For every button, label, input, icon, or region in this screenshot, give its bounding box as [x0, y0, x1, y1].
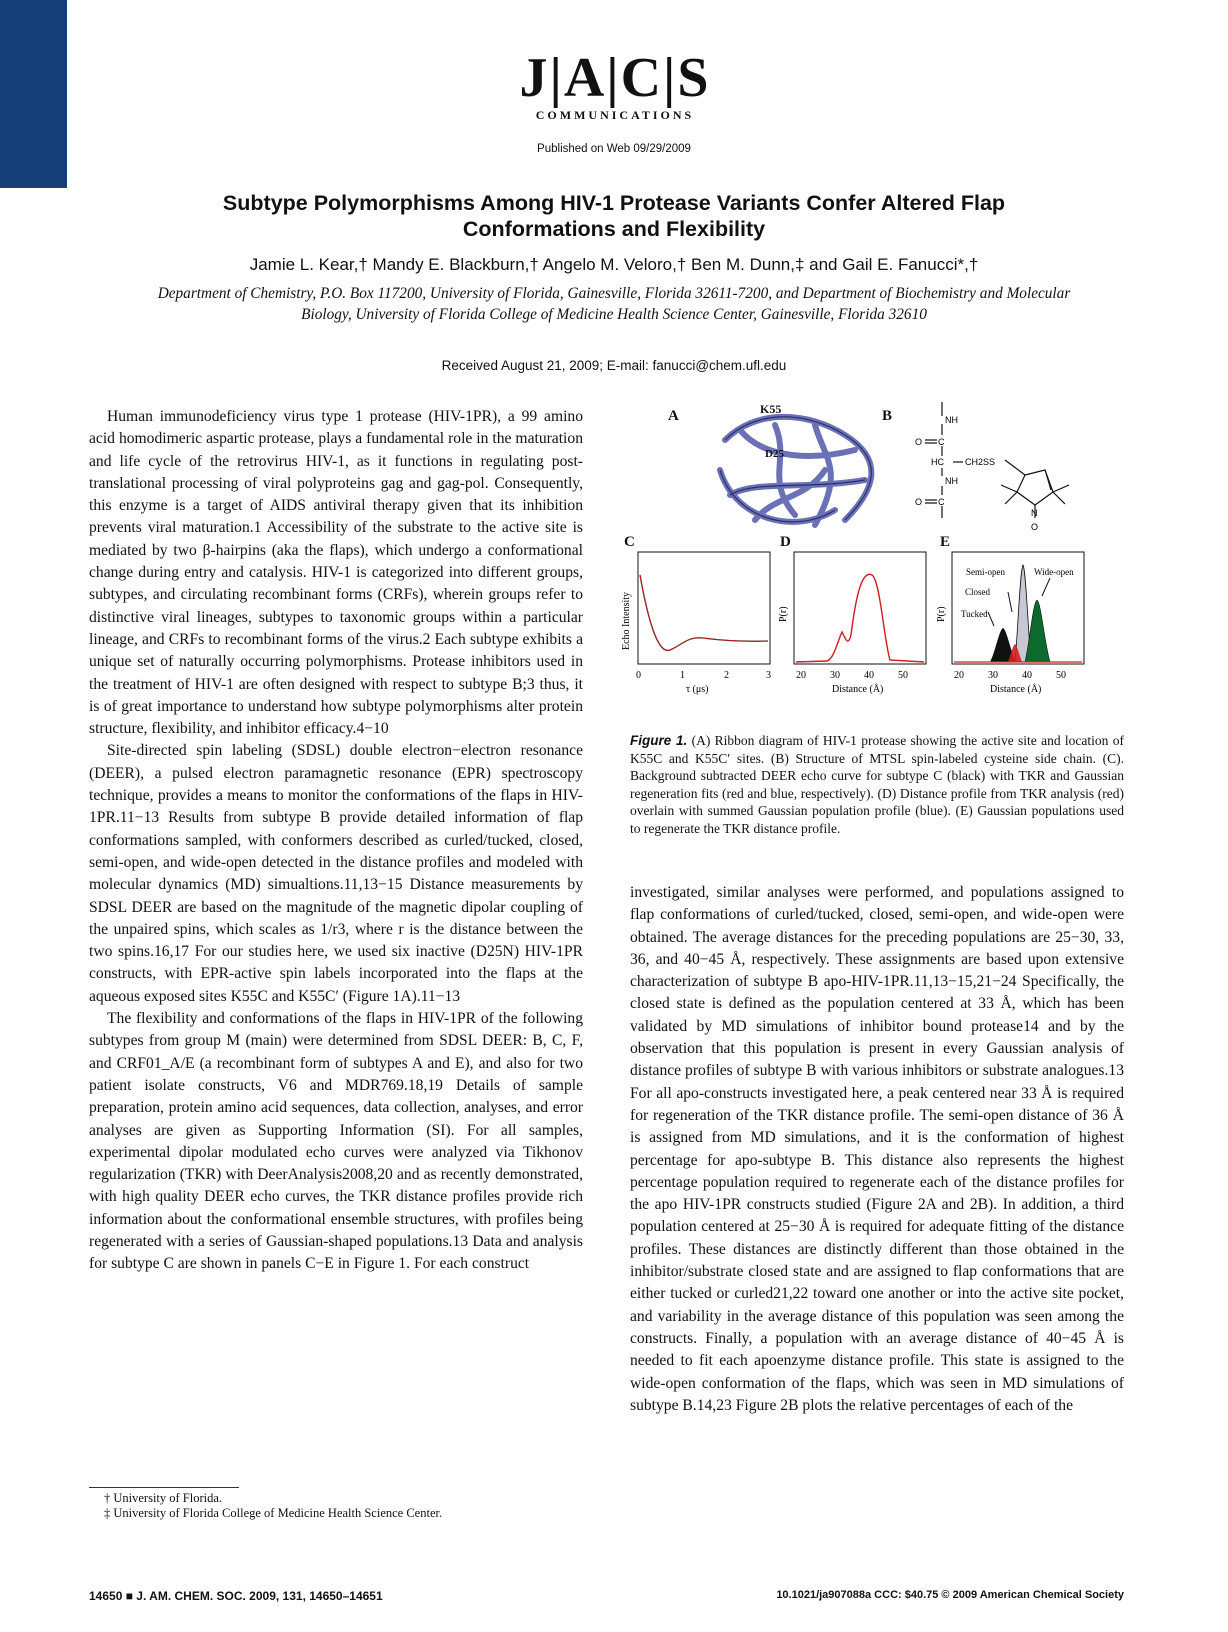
e-tick-40: 40 [1022, 670, 1032, 681]
tucked-label: Tucked [961, 609, 988, 619]
panel-b-label: B [882, 408, 893, 424]
mol-c-top: C [938, 437, 945, 447]
echo-curve-chart [618, 550, 788, 700]
footnotes [104, 1491, 584, 1521]
author-list: Jamie L. Kear,† Mandy E. Blackburn,† Angelo M. Veloro,† Ben M. Dunn,‡ and Gail E. Fanucci*,† [249, 255, 979, 274]
article-title [100, 190, 1128, 242]
footnote-2: ‡ University of Florida College of Medicine Health Science Center. [104, 1506, 443, 1520]
distance-profile-chart [772, 550, 942, 700]
panel-d-label: D [780, 534, 791, 550]
mol-o-top: O [915, 437, 923, 447]
logo-letters: J|A|C|S [519, 47, 711, 109]
logo-subtitle: COMMUNICATIONS [535, 108, 695, 122]
e-tick-30: 30 [988, 670, 998, 681]
d-tick-40: 40 [864, 670, 874, 681]
footnote-divider [89, 1487, 239, 1488]
d-ylabel: P(r) [778, 606, 789, 622]
c-tick-1: 1 [680, 670, 685, 681]
affiliations: Department of Chemistry, P.O. Box 117200, University of Florida, Gainesville, Florida 32611-7200, and Department of Biochemistry and Molecular Biology, University of Florida College of Medicine Health Science Center, Gainesville, Florida 32610 [157, 285, 1071, 323]
caption-label: Figure 1. [630, 733, 688, 748]
mol-o-bottom: O [915, 497, 923, 507]
left-column [89, 406, 583, 1276]
paragraph-2: Site-directed spin labeling (SDSL) double electron−electron resonance (DEER), a pulsed electron paramagnetic resonance (EPR) spectroscopy technique, provides a means to monitor the conformations of the flaps in HIV-1PR.11−13 Results from subtype B provide detailed information of flap conformations sampled, with conformers described as curled/tucked, closed, semi-open, and wide-open detected in the distance profiles and modeled with molecular dynamics (MD) simualtions.11,13−15 Distance measurements by SDSL DEER are based on the magnitude of the magnetic dipolar coupling of the unpaired spins, which scales as 1/r3, where r is the distance between the two spins.16,17 For our studies here, we used six inactive (D25N) HIV-1PR constructs, with EPR-active spin labels incorporated into the flaps at the aqueous exposed sites K55C and K55C′ (Figure 1A).11−13 [89, 742, 583, 1005]
journal-color-bar [0, 0, 67, 188]
e-xlabel: Distance (Å) [990, 684, 1042, 695]
d25-label: D25 [765, 448, 784, 460]
caption-text: (A) Ribbon diagram of HIV-1 protease showing the active site and location of K55C and K55C′ sites. (B) Structure of MTSL spin-labeled cysteine side chain. (C). Background subtracted DEER echo curve for subtype C (black) with TKR and Gaussian regeneration fits (red and blue, respectively). (D) Distance profile from TKR analysis (red) overlain with summed Gaussian population profile (blue). (E) Gaussian populations used to regenerate the TKR distance profile. [630, 733, 1124, 836]
d-tick-50: 50 [898, 670, 908, 681]
ribbon-diagram [695, 400, 895, 540]
right-column [630, 882, 1124, 1417]
closed-label: Closed [965, 587, 991, 597]
wide-open-label: Wide-open [1034, 567, 1074, 577]
c-tick-3: 3 [766, 670, 771, 681]
jacs-logo [505, 47, 725, 123]
e-tick-20: 20 [954, 670, 964, 681]
mol-nh-top: NH [945, 415, 958, 425]
c-tick-0: 0 [636, 670, 641, 681]
mtsl-structure [905, 400, 1105, 535]
mol-nh-bottom: NH [945, 476, 958, 486]
mol-c-bottom: C [938, 497, 945, 507]
figure-caption [630, 732, 1124, 838]
d-tick-30: 30 [830, 670, 840, 681]
paragraph-1: Human immunodeficiency virus type 1 protease (HIV-1PR), a 99 amino acid homodimeric aspartic protease, plays a fundamental role in the maturation and life cycle of the retrovirus HIV-1, as it functions in regulating post-translational processing of viral polyproteins gag and gag-pol. Consequently, this enzyme is a target of AIDS antiviral therapy given that its inhibition prevents viral maturation.1 Accessibility of the substrate to the active site is mediated by two β-hairpins (aka the flaps), which undergo a conformational change during entry and catalysis. HIV-1 is categorized into different groups, subtypes, and circulating recombinant forms (CRFs), wherein groups refer to distinctive viral lineages, subtypes to taxonomic groups within a particular lineage, and CRFs to recombinant forms of the virus.2 Each subtype exhibits a unique set of naturally occurring polymorphisms. Protease inhibitors used in the treatment of HIV-1 are often designed with respect to subtype B;3 thus, it is of great importance to understand how subtype polymorphisms alter protein structure, flexibility, and inhibitor efficacy.4−10 [89, 408, 583, 738]
mol-hc: HC [931, 457, 944, 467]
footer-citation: 14650 ■ J. AM. CHEM. SOC. 2009, 131, 14650–14651 [89, 1589, 383, 1603]
footer-doi: 10.1021/ja907088a CCC: $40.75 © 2009 American Chemical Society [776, 1589, 1124, 1601]
c-xlabel: τ (μs) [686, 684, 709, 695]
e-tick-50: 50 [1056, 670, 1066, 681]
gaussian-populations-chart [930, 550, 1124, 700]
paragraph-3: The flexibility and conformations of the flaps in HIV-1PR of the following subtypes from group M (main) were determined from SDSL DEER: B, C, F, and CRF01_A/E (a recombinant form of subtypes A and E), and also for two patient isolate constructs, V6 and MDR769.18,19 Details of sample preparation, protein amino acid sequences, data collection, analyses, and error analyses are given as Supporting Information (SI). For all samples, experimental dipolar modulated echo curves were analyzed via Tikhonov regularization (TKR) with DeerAnalysis2008,20 and as recently demonstrated, with high quality DEER echo curves, the TKR distance profiles provide rich information about the conformational ensemble structures, with profiles being regenerated with a series of Gaussian-shaped populations.13 Data and analysis for subtype C are shown in panels C−E in Figure 1. For each construct [89, 1010, 583, 1273]
semi-open-label: Semi-open [966, 567, 1005, 577]
e-ylabel: P(r) [936, 606, 947, 622]
c-tick-2: 2 [724, 670, 729, 681]
footnote-1: † University of Florida. [104, 1491, 223, 1505]
panel-e-label: E [940, 534, 951, 550]
mol-n: N [1031, 508, 1038, 518]
paragraph-4: investigated, similar analyses were performed, and populations assigned to flap conformations of curled/tucked, closed, semi-open, and wide-open were obtained. The average distances for the preceding populations are 25−30, 33, 36, and 40−45 Å, respectively. These assignments are based upon extensive characterization of subtype B apo-HIV-1PR.11,13−15,21−24 Specifically, the closed state is defined as the population centered at 33 Å, which has been validated by MD simulations of inhibitor bound protease14 and by the observation that this population is present in every Gaussian analysis of distance profiles of subtype B with various inhibitors or substrate analogues.13 For all apo-constructs investigated here, a peak centered near 33 Å is required for regeneration of the TKR distance profile. The semi-open distance of 36 Å is assigned from MD simulations, and it is the conformation of highest percentage for apo-subtype B. This distance also represents the highest percentage population required to regenerate each of the distance profiles for the apo HIV-1PR constructs studied (Figure 2A and 2B). In addition, a third population centered at 25−30 Å is required for adequate fitting of the distance profiles. These distances are distinctly different than those obtained in the inhibitor/substrate closed state and are assigned to flap conformations that are either tucked or curled21,22 toward one another or into the active site pocket, and variability in the average distance of this population was seen among the constructs. Finally, a population with an average distance of 40−45 Å is needed to fit each apoenzyme distance profile. This state is assigned to the wide-open conformation of the flaps, which was seen in MD simulations of subtype B.14,23 Figure 2B plots the relative percentages of each of the [630, 884, 1124, 1414]
received-line: Received August 21, 2009; E-mail: fanucci@chem.ufl.edu [441, 358, 787, 373]
figure-1 [621, 400, 1124, 725]
mol-ch2ss: CH2SS [965, 457, 996, 467]
mol-o-radical: O [1031, 522, 1039, 532]
d-xlabel: Distance (Å) [832, 684, 884, 695]
title-line-2: Conformations and Flexibility [462, 217, 766, 241]
published-date: Published on Web 09/29/2009 [537, 143, 691, 155]
title-line-1: Subtype Polymorphisms Among HIV-1 Protease Variants Confer Altered Flap [222, 191, 1006, 215]
c-ylabel: Echo Intensity [621, 591, 632, 650]
d-tick-20: 20 [796, 670, 806, 681]
panel-c-label: C [624, 534, 635, 550]
k55-label: K55 [760, 402, 782, 416]
panel-a-label: A [668, 408, 679, 424]
